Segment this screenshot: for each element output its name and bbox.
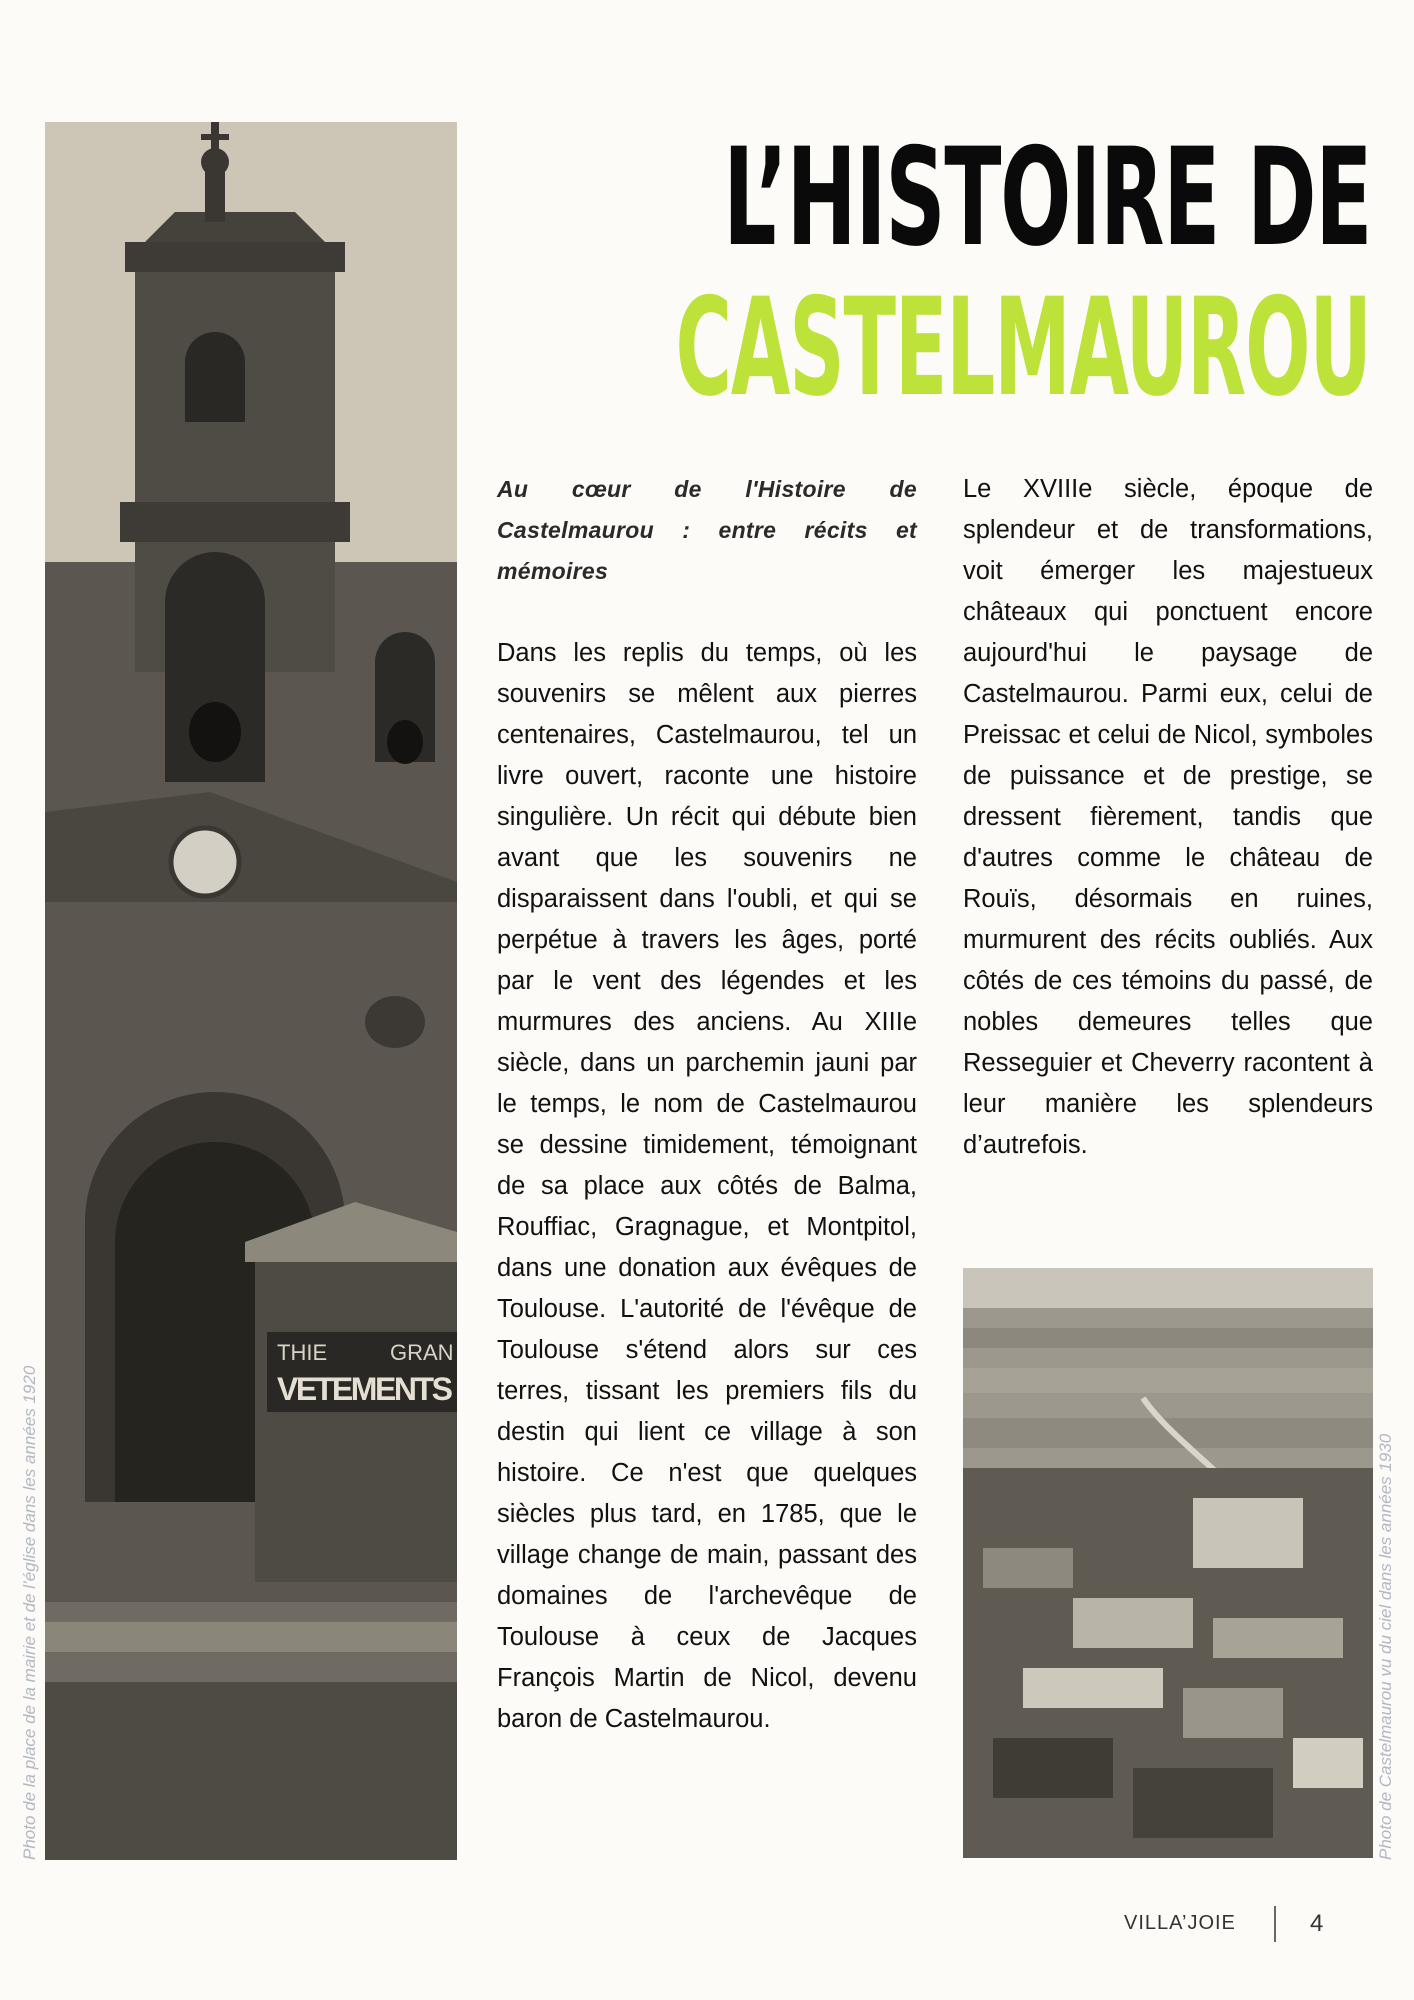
shop-sign-line-1: THIE <box>277 1340 328 1365</box>
body-paragraph-1: Dans les replis du temps, où les souvenirs se mêlent aux pierres centenaires, Castelmaurou, tel un livre ouvert, raconte une histoire singulière. Un récit qui débute bien avant que les souvenirs ne disparaissent dans l'oubli, et qui se perpétue à travers les âges, porté par le vent des légendes et les murmures des anciens. Au XIIIe siècle, dans un parchemin jauni par le temps, le nom de Castelmaurou se dessine timidement, témoignant de sa place aux côtés de Balma, Rouffiac, Gragnague, et Montpitol, dans une donation aux évêques de Toulouse. L'autorité de l'évêque de Toulouse s'étend alors sur ces terres, tissant les premiers fils du destin qui lient ce village à son histoire. Ce n'est que quelques siècles plus tard, en 1785, que le village change de main, passant des domaines de l'archevêque de Toulouse à ceux de Jacques François Martin de Nicol, devenu baron de Castelmaurou. <box>497 639 917 1733</box>
text-column-right <box>963 469 1373 1166</box>
shop-sign-line-2: GRAN <box>390 1340 454 1365</box>
page-number: 4 <box>1310 1910 1324 1937</box>
right-photo-caption: Photo de Castelmaurou vu du ciel dans les années 1930 <box>1376 1433 1395 1860</box>
church-photo <box>45 122 457 1860</box>
footer-divider <box>1274 1906 1276 1942</box>
page-title-line-2: CASTELMAUROU <box>675 269 1371 426</box>
church-photo-illustration <box>45 122 457 1860</box>
village-aerial-illustration <box>963 1268 1373 1858</box>
shop-sign-line-3: VETEMENTS <box>277 1371 453 1407</box>
village-aerial-photo <box>963 1268 1373 1858</box>
intro-heading: Au cœur de l'Histoire de Castelmaurou : entre récits et mémoires <box>497 476 917 584</box>
footer-brand: VILLA’JOIE <box>1124 1912 1236 1934</box>
left-photo-caption: Photo de la place de la mairie et de l’église dans les années 1920 <box>20 1365 39 1860</box>
text-column-left <box>497 469 917 1740</box>
body-paragraph-2: Le XVIIIe siècle, époque de splendeur et de transformations, voit émerger les majestueux châteaux qui ponctuent encore aujourd'hui le paysage de Castelmaurou. Parmi eux, celui de Preissac et celui de Nicol, symboles de puissance et de prestige, se dressent fièrement, tandis que d'autres comme le château de Rouïs, désormais en ruines, murmurent des récits oubliés. Aux côtés de ces témoins du passé, de nobles demeures telles que Resseguier et Cheverry racontent à leur manière les splendeurs d’autrefois. <box>963 475 1373 1159</box>
page-title-line-1: L’HISTOIRE DE <box>722 119 1371 276</box>
